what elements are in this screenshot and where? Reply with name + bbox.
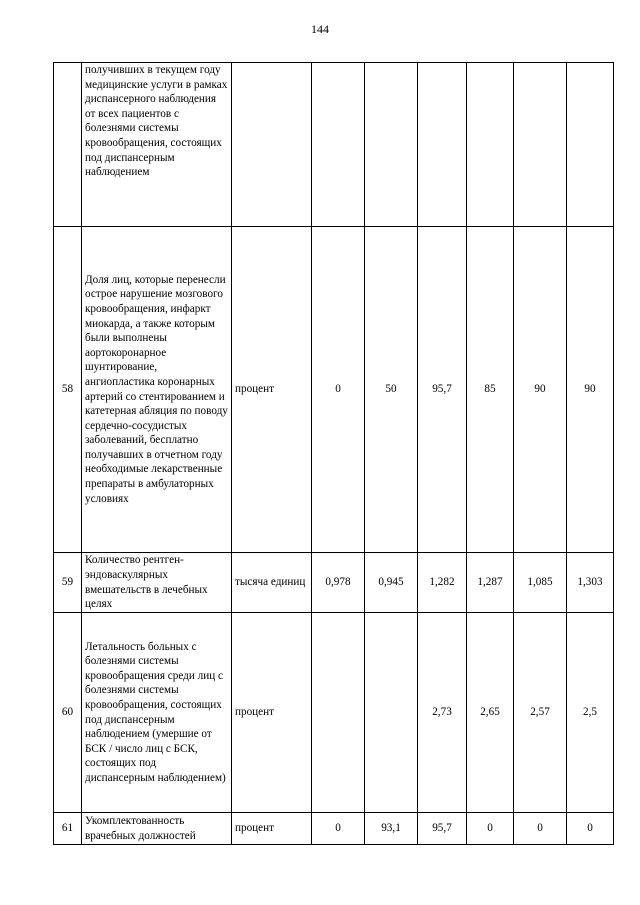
value-cell: 1,303	[567, 553, 614, 613]
value-cell: 2,57	[514, 613, 567, 813]
value-cell	[312, 613, 365, 813]
value-cell	[567, 63, 614, 227]
value-cell: 90	[514, 227, 567, 553]
value-cell: 2,73	[418, 613, 467, 813]
value-cell: 85	[467, 227, 514, 553]
indicator-name: Летальность больных с болезнями системы кровообращения среди лиц с болезнями системы кровообращения, состоящих под диспансерным наблюдением (умершие от БСК / число лиц с БСК, состоящих под диспансерным наблюдением)	[82, 613, 232, 813]
value-cell: 0	[514, 813, 567, 845]
value-cell	[418, 63, 467, 227]
value-cell: 1,282	[418, 553, 467, 613]
value-cell: 2,5	[567, 613, 614, 813]
page-number: 144	[311, 22, 329, 36]
unit: процент	[232, 227, 312, 553]
unit: тысяча единиц	[232, 553, 312, 613]
value-cell	[312, 63, 365, 227]
table-row	[54, 63, 614, 227]
indicator-name: Укомплектованность врачебных должностей	[82, 813, 232, 845]
unit: процент	[232, 813, 312, 845]
unit: процент	[232, 613, 312, 813]
value-cell: 50	[365, 227, 418, 553]
row-number	[54, 63, 82, 227]
value-cell: 0	[467, 813, 514, 845]
value-cell: 0	[312, 227, 365, 553]
row-number: 60	[54, 613, 82, 813]
value-cell	[365, 613, 418, 813]
table-row	[54, 813, 614, 845]
value-cell	[365, 63, 418, 227]
value-cell: 90	[567, 227, 614, 553]
value-cell: 95,7	[418, 227, 467, 553]
table-row	[54, 613, 614, 813]
value-cell	[514, 63, 567, 227]
unit	[232, 63, 312, 227]
indicator-name: Количество рентген-эндоваскулярных вмешательств в лечебных целях	[82, 553, 232, 613]
value-cell: 2,65	[467, 613, 514, 813]
indicator-name: Доля лиц, которые перенесли острое нарушение мозгового кровообращения, инфаркт миокарда, а также которым были выполнены аортокоронарное шунтирование, ангиопластика коронарных артерий со стентированием и катетерная абляция по поводу сердечно-сосудистых заболеваний, бесплатно получавших в отчетном году необходимые лекарственные препараты в амбулаторных условиях	[82, 227, 232, 553]
value-cell: 93,1	[365, 813, 418, 845]
indicators-table	[53, 62, 614, 845]
value-cell: 1,085	[514, 553, 567, 613]
value-cell: 0	[567, 813, 614, 845]
value-cell: 0,945	[365, 553, 418, 613]
row-number: 61	[54, 813, 82, 845]
value-cell: 1,287	[467, 553, 514, 613]
value-cell: 0	[312, 813, 365, 845]
row-number: 58	[54, 227, 82, 553]
value-cell: 0,978	[312, 553, 365, 613]
table-row	[54, 553, 614, 613]
row-number: 59	[54, 553, 82, 613]
table-row	[54, 227, 614, 553]
value-cell: 95,7	[418, 813, 467, 845]
indicator-name: получивших в текущем году медицинские услуги в рамках диспансерного наблюдения от всех пациентов с болезнями системы кровообращения, состоящих под диспансерным наблюдением	[82, 63, 232, 227]
value-cell	[467, 63, 514, 227]
